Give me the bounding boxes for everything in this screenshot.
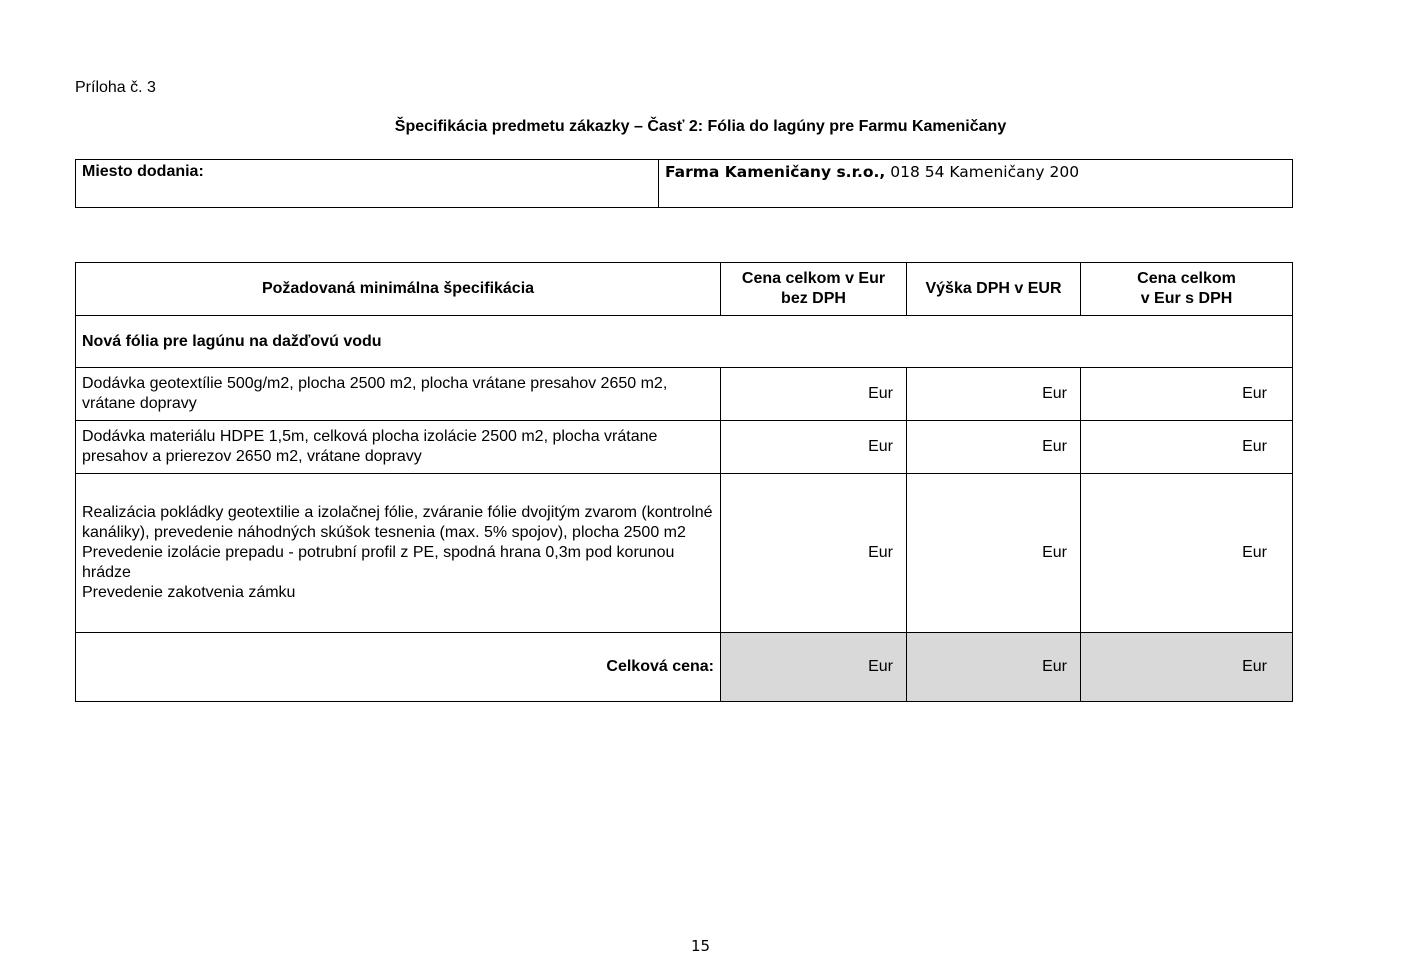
header-spec: Požadovaná minimálna špecifikácia	[76, 263, 721, 316]
total-row	[76, 633, 1293, 702]
specification-table	[75, 262, 1293, 702]
description-line: Prevedenie zakotvenia zámku	[82, 584, 296, 601]
total-vat: Eur	[907, 633, 1081, 702]
cell-price-gross: Eur	[1081, 368, 1293, 421]
description-line: Dodávka materiálu HDPE 1,5m, celková plocha izolácie 2500 m2, plocha vrátane presahov a prierezov 2650 m2, vrátane dopravy	[82, 428, 658, 465]
section-title: Nová fólia pre lagúnu na dažďovú vodu	[76, 316, 1293, 368]
table-row	[76, 421, 1293, 474]
page-number: 15	[690, 937, 711, 955]
cell-vat: Eur	[907, 421, 1081, 474]
header-price-gross: Cena celkom v Eur s DPH	[1081, 263, 1293, 316]
description-line: Dodávka geotextílie 500g/m2, plocha 2500 m2, plocha vrátane presahov 2650 m2, vrátane dopravy	[82, 375, 668, 412]
cell-price-net: Eur	[721, 421, 907, 474]
header-vat: Výška DPH v EUR	[907, 263, 1081, 316]
description-line: Prevedenie izolácie prepadu - potrubní profil z PE, spodná hrana 0,3m pod korunou hrádze	[82, 544, 675, 581]
header-price-net: Cena celkom v Eur bez DPH	[721, 263, 907, 316]
total-price-net: Eur	[721, 633, 907, 702]
delivery-place-table	[75, 159, 1293, 208]
cell-price-gross: Eur	[1081, 474, 1293, 633]
delivery-label: Miesto dodania:	[76, 160, 659, 208]
cell-vat: Eur	[907, 474, 1081, 633]
delivery-value	[659, 160, 1293, 208]
row-description	[76, 368, 721, 421]
table-row	[76, 474, 1293, 633]
delivery-company: Farma Kameničany s.r.o.,	[665, 163, 886, 181]
delivery-address: 018 54 Kameničany 200	[885, 163, 1080, 181]
cell-vat: Eur	[907, 368, 1081, 421]
total-price-gross: Eur	[1081, 633, 1293, 702]
row-description	[76, 474, 721, 633]
total-label: Celková cena:	[76, 633, 721, 702]
row-description	[76, 421, 721, 474]
table-row	[76, 368, 1293, 421]
cell-price-net: Eur	[721, 368, 907, 421]
annex-label: Príloha č. 3	[75, 79, 156, 96]
cell-price-gross: Eur	[1081, 421, 1293, 474]
cell-price-net: Eur	[721, 474, 907, 633]
description-line: Realizácia pokládky geotextilie a izolačnej fólie, zváranie fólie dvojitým zvarom (kontrolné kanáliky), prevedenie náhodných skúšok tesnenia (max. 5% spojov), plocha 2500 m2	[82, 504, 713, 541]
document-title: Špecifikácia predmetu zákazky – Časť 2: Fólia do lagúny pre Farmu Kameničany	[394, 118, 1007, 135]
